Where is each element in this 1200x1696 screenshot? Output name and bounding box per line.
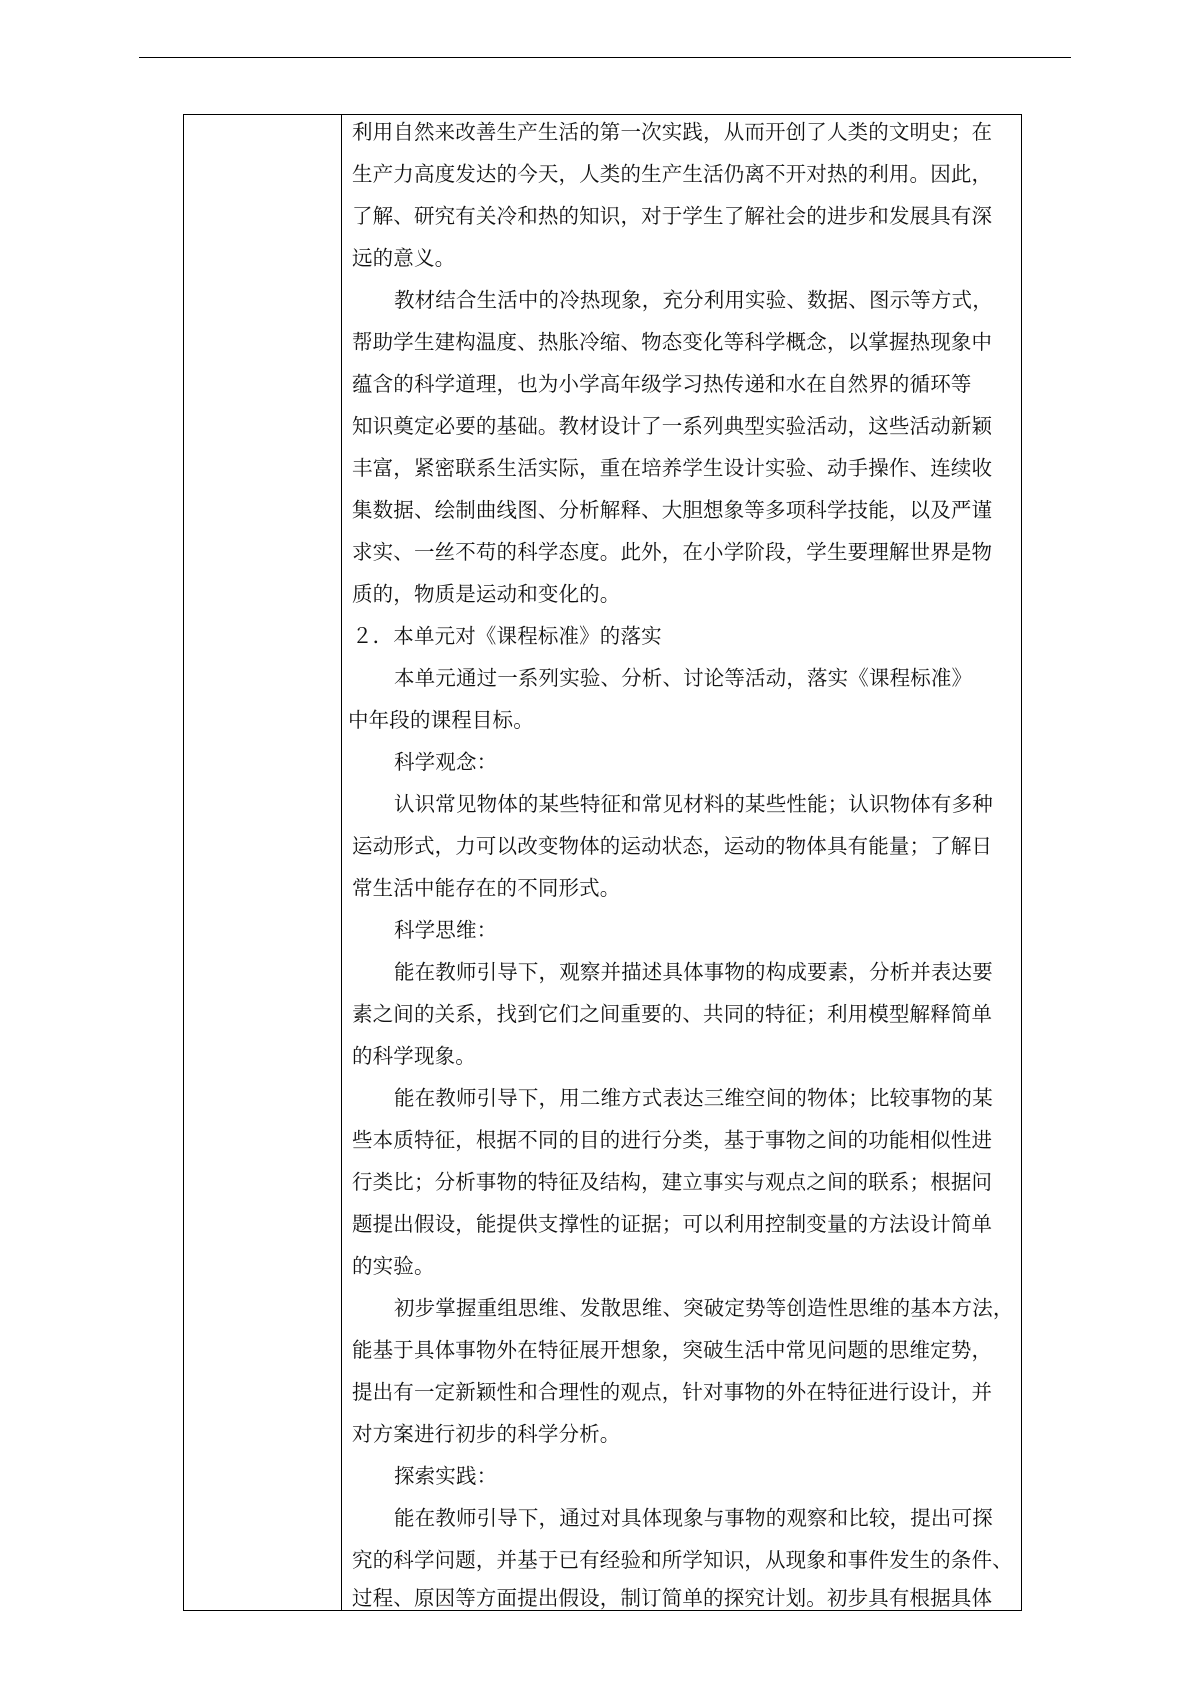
text-line: 利用自然来改善生产生活的第一次实践，从而开创了人类的文明史；在 <box>352 120 993 144</box>
content-table <box>183 114 1022 1611</box>
text-line: 行类比；分析事物的特征及结构，建立事实与观点之间的联系；根据问 <box>352 1170 993 1194</box>
text-line: 本单元通过一系列实验、分析、讨论等活动，落实《课程标准》 <box>394 666 973 690</box>
text-line: 了解、研究有关冷和热的知识，对于学生了解社会的进步和发展具有深 <box>352 204 993 228</box>
section-heading: ２．本单元对《课程标准》的落实 <box>352 624 662 648</box>
text-line: 能在教师引导下，通过对具体现象与事物的观察和比较，提出可探 <box>394 1506 993 1530</box>
subheading: 探索实践： <box>394 1464 498 1488</box>
text-line: 的实验。 <box>352 1254 435 1278</box>
text-line: 常生活中能存在的不同形式。 <box>352 876 621 900</box>
text-line: 对方案进行初步的科学分析。 <box>352 1422 621 1446</box>
text-line: 素之间的关系，找到它们之间重要的、共同的特征；利用模型解释简单 <box>352 1002 993 1026</box>
text-line: 帮助学生建构温度、热胀冷缩、物态变化等科学概念，以掌握热现象中 <box>352 330 993 354</box>
text-line: 过程、原因等方面提出假设，制订简单的探究计划。初步具有根据具体 <box>352 1586 993 1610</box>
text-line: 蕴含的科学道理，也为小学高年级学习热传递和水在自然界的循环等 <box>352 372 972 396</box>
text-line: 能基于具体事物外在特征展开想象，突破生活中常见问题的思维定势， <box>352 1338 993 1362</box>
column-divider <box>341 115 342 1610</box>
text-line: 能在教师引导下，观察并描述具体事物的构成要素，分析并表达要 <box>394 960 993 984</box>
content-cell <box>348 115 1014 1610</box>
subheading: 科学观念： <box>394 750 498 774</box>
text-line: 生产力高度发达的今天，人类的生产生活仍离不开对热的利用。因此， <box>352 162 993 186</box>
label-cell <box>184 115 341 1610</box>
text-line: 究的科学问题，并基于已有经验和所学知识，从现象和事件发生的条件、 <box>352 1548 1013 1572</box>
text-line: 求实、一丝不苟的科学态度。此外，在小学阶段，学生要理解世界是物 <box>352 540 993 564</box>
text-line: 远的意义。 <box>352 246 456 270</box>
text-line: 集数据、绘制曲线图、分析解释、大胆想象等多项科学技能，以及严谨 <box>352 498 993 522</box>
text-line: 中年段的课程目标。 <box>348 708 534 732</box>
text-line: 提出有一定新颖性和合理性的观点，针对事物的外在特征进行设计，并 <box>352 1380 993 1404</box>
text-line: 运动形式，力可以改变物体的运动状态，运动的物体具有能量；了解日 <box>352 834 993 858</box>
text-line: 的科学现象。 <box>352 1044 476 1068</box>
text-line: 能在教师引导下，用二维方式表达三维空间的物体；比较事物的某 <box>394 1086 993 1110</box>
text-line: 质的，物质是运动和变化的。 <box>352 582 621 606</box>
header-rule <box>139 57 1071 58</box>
subheading: 科学思维： <box>394 918 498 942</box>
text-line: 认识常见物体的某些特征和常见材料的某些性能；认识物体有多种 <box>394 792 993 816</box>
text-line: 些本质特征，根据不同的目的进行分类，基于事物之间的功能相似性进 <box>352 1128 993 1152</box>
text-line: 知识奠定必要的基础。教材设计了一系列典型实验活动，这些活动新颖 <box>352 414 993 438</box>
text-line: 丰富，紧密联系生活实际，重在培养学生设计实验、动手操作、连续收 <box>352 456 993 480</box>
text-line: 初步掌握重组思维、发散思维、突破定势等创造性思维的基本方法， <box>394 1296 1014 1320</box>
text-line: 教材结合生活中的冷热现象，充分利用实验、数据、图示等方式， <box>394 288 993 312</box>
text-line: 题提出假设，能提供支撑性的证据；可以利用控制变量的方法设计简单 <box>352 1212 993 1236</box>
